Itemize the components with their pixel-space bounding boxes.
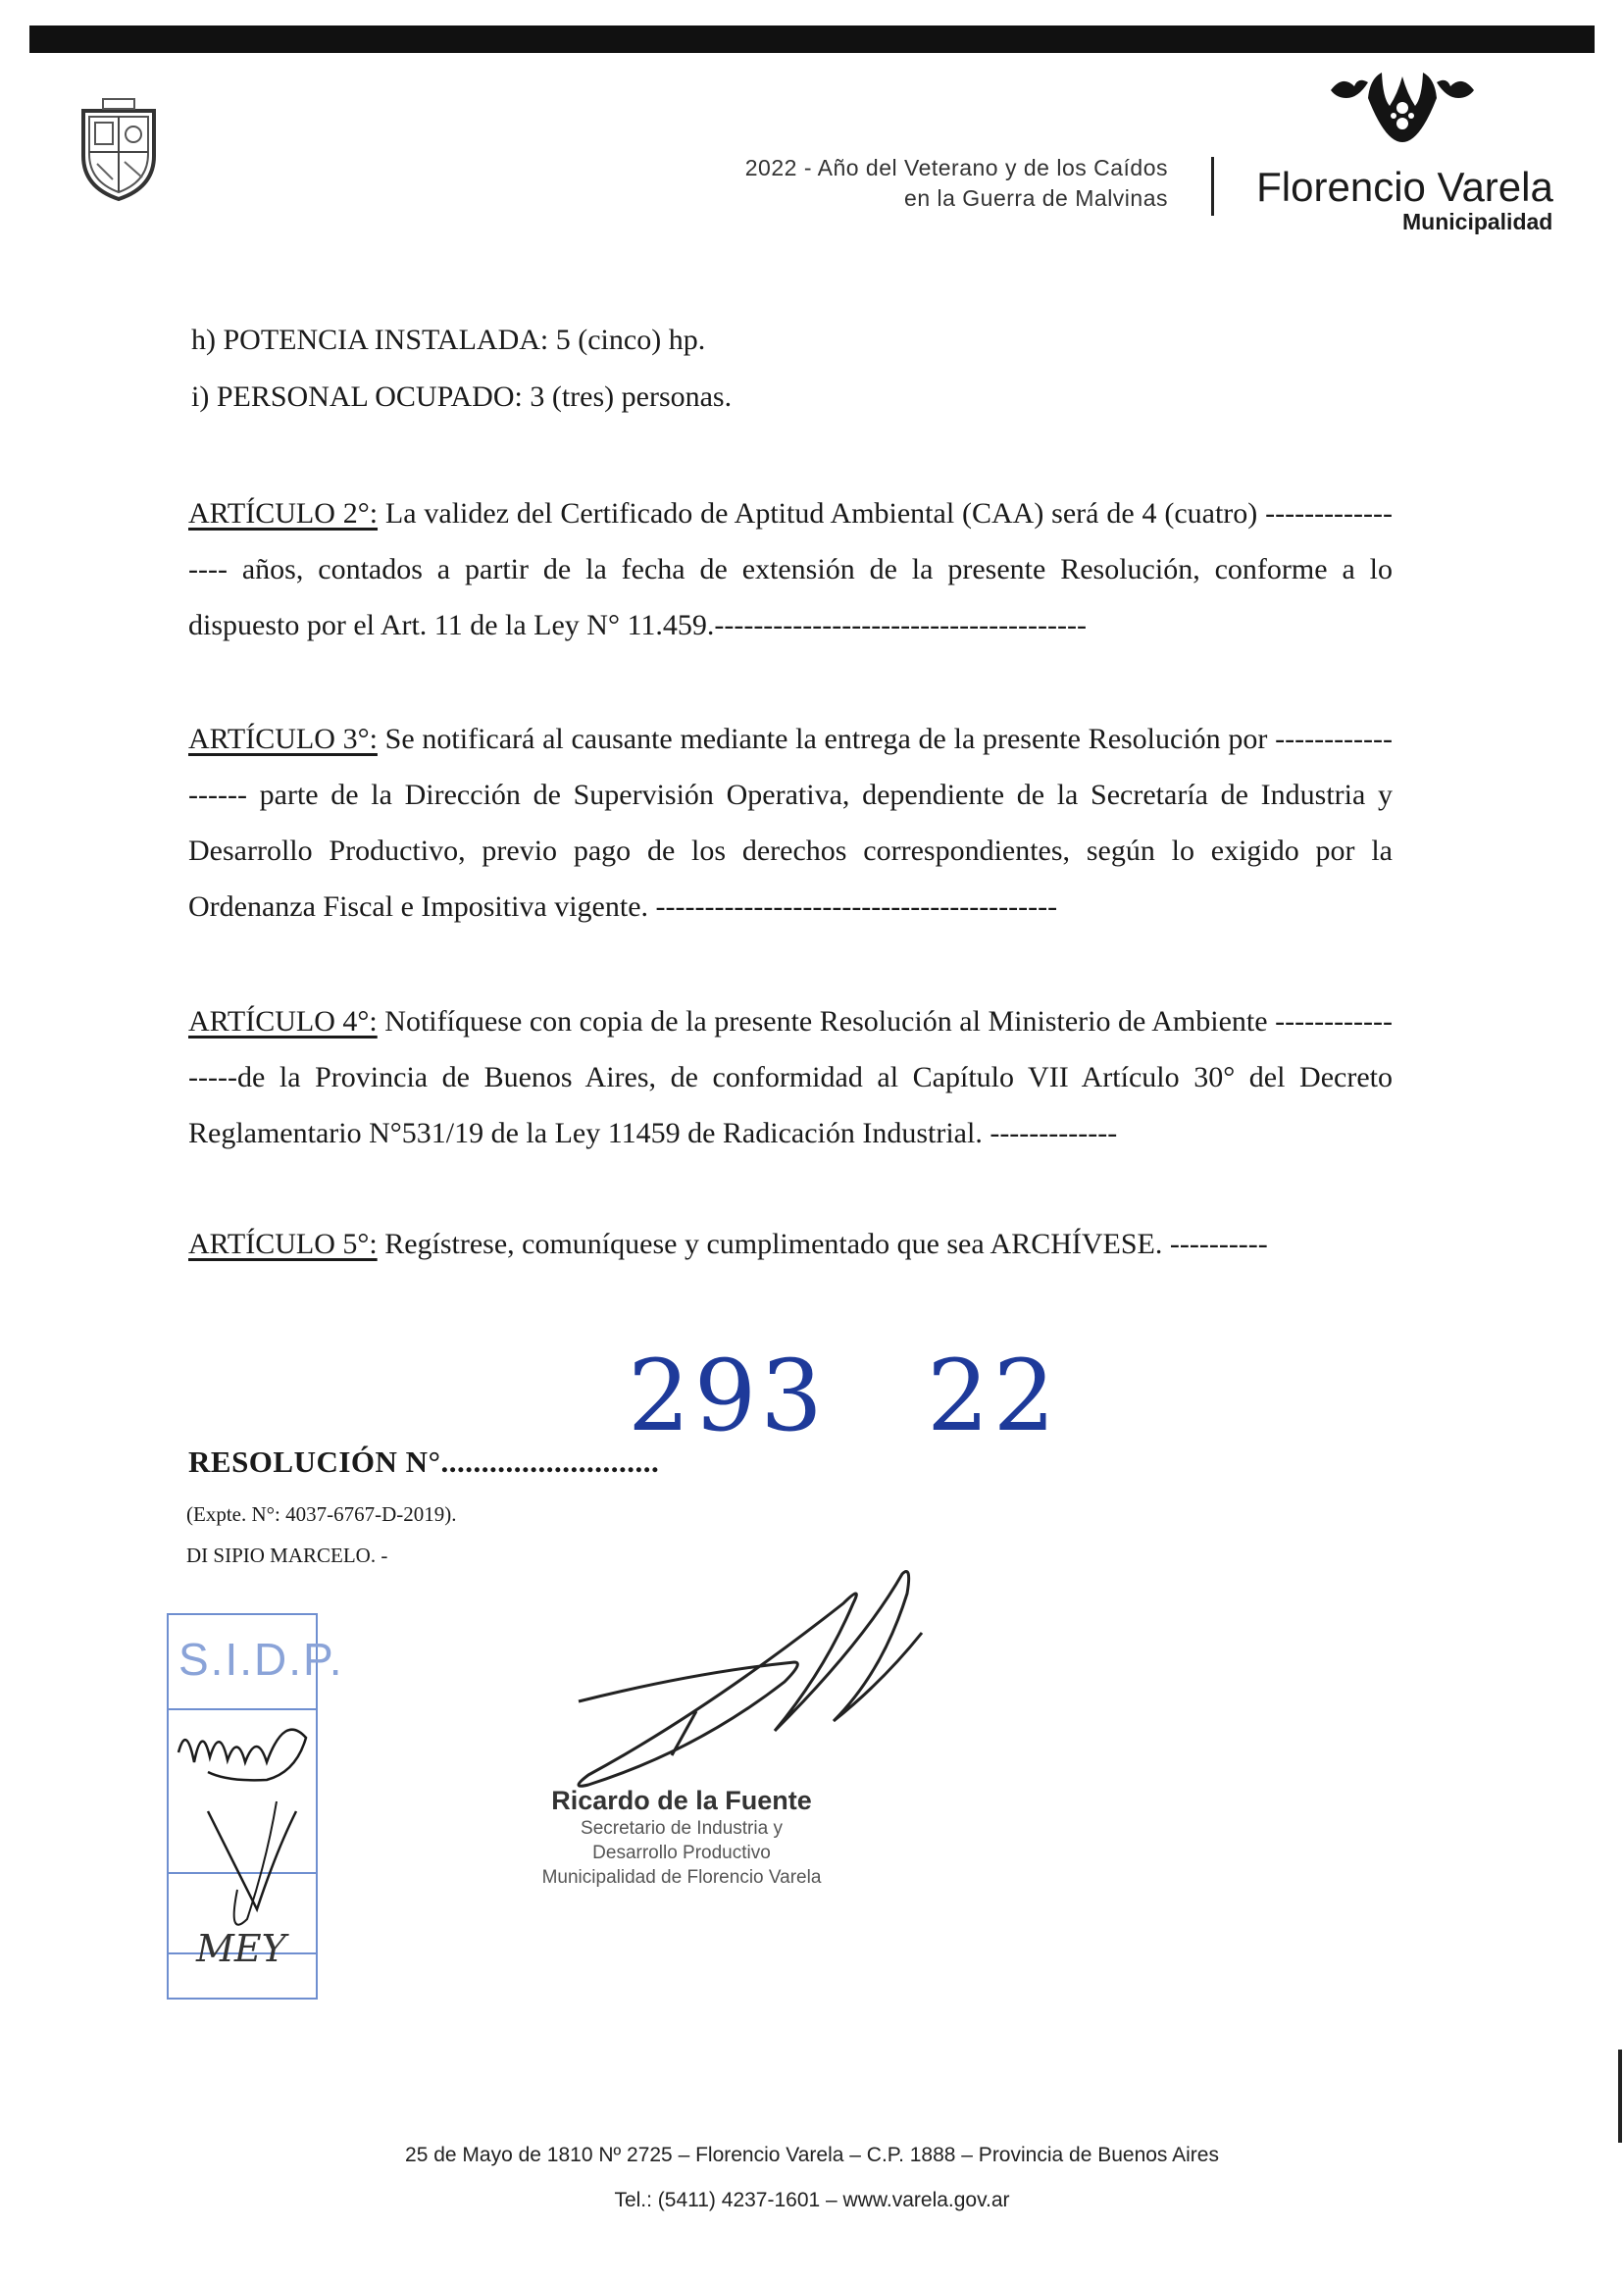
article-5-text: Regístrese, comuníquese y cumplimentado que sea ARCHÍVESE. ---------- (377, 1228, 1268, 1260)
expediente-number: (Expte. N°: 4037-6767-D-2019). (186, 1502, 457, 1526)
brand-lockup (1255, 165, 1554, 233)
footer-address: 25 de Mayo de 1810 Nº 2725 – Florencio Varela – C.P. 1888 – Provincia de Buenos Aires (405, 2144, 1219, 2166)
article-3-heading: ARTÍCULO 3°: (188, 723, 378, 755)
article-5-heading: ARTÍCULO 5°: (188, 1228, 378, 1260)
article-3-text: Se notificará al causante mediante la entrega de la presente Resolución por ------------------ parte de la Dirección de Supervisión Operativa, dependiente de la Secretaría de Industria y Desarrollo Productivo, previo pago de los derechos correspondientes, según lo exigido por la Ordenanza Fiscal e Impositiva vigente. ----------------------------------------- (188, 723, 1394, 923)
signer-role-3: Municipalidad de Florencio Varela (541, 1867, 822, 1888)
florencio-varela-logo-icon (1329, 69, 1476, 171)
motto-line-1: 2022 - Año del Veterano y de los Caídos (744, 155, 1168, 180)
resolution-number-stamp: 293 (628, 1339, 827, 1453)
signer-name: Ricardo de la Fuente (551, 1786, 812, 1815)
top-scan-border (29, 25, 1595, 53)
resolution-label: RESOLUCIÓN N°........................... (188, 1444, 660, 1479)
applicant-name: DI SIPIO MARCELO. - (186, 1544, 388, 1567)
article-4-heading: ARTÍCULO 4°: (188, 1005, 378, 1038)
footer-contact: Tel.: (5411) 4237-1601 – www.varela.gov.ar (614, 2189, 1010, 2211)
article-5 (188, 1216, 1393, 1272)
article-2-heading: ARTÍCULO 2°: (188, 497, 379, 530)
scan-edge-mark (1618, 2050, 1622, 2143)
stamp-title: S.I.D.P. (178, 1634, 344, 1685)
year-motto (745, 153, 1168, 214)
item-potencia-instalada: h) POTENCIA INSTALADA: 5 (cinco) hp. (191, 324, 706, 356)
brand-name: Florencio Varela (1256, 164, 1553, 210)
brand-subtitle: Municipalidad (1402, 209, 1553, 234)
item-personal-ocupado: i) PERSONAL OCUPADO: 3 (tres) personas. (191, 380, 733, 413)
sidp-stamp (167, 1613, 344, 2000)
article-2 (188, 485, 1393, 653)
header-divider (1211, 157, 1214, 216)
resolution-year-stamp: 22 (927, 1339, 1060, 1453)
motto-line-2: en la Guerra de Malvinas (904, 185, 1168, 211)
municipal-crest-icon (74, 93, 164, 203)
signer-role-2: Desarrollo Productivo (592, 1843, 771, 1863)
article-4-text: Notifíquese con copia de la presente Resolución al Ministerio de Ambiente -----------------de la Provincia de Buenos Aires, de conformidad al Capítulo VII Artículo 30° del Decreto Reglamentario N°531/19 de la Ley 11459 de Radicación Industrial. ------------- (188, 1005, 1394, 1149)
article-3 (188, 711, 1393, 935)
handwritten-signature-icon (549, 1564, 941, 1790)
signer-block (520, 1785, 843, 1890)
article-4 (188, 993, 1393, 1161)
article-2-text: La validez del Certificado de Aptitud Ambiental (CAA) será de 4 (cuatro) ----------------- años, contados a partir de la fecha de extensión de la presente Resolución, conforme a lo dispuesto por el Art. 11 de la Ley N° 11.459.-------------------------------------- (188, 497, 1394, 641)
stamp-initials: MEY (196, 1927, 286, 1970)
signer-role-1: Secretario de Industria y (581, 1818, 783, 1839)
